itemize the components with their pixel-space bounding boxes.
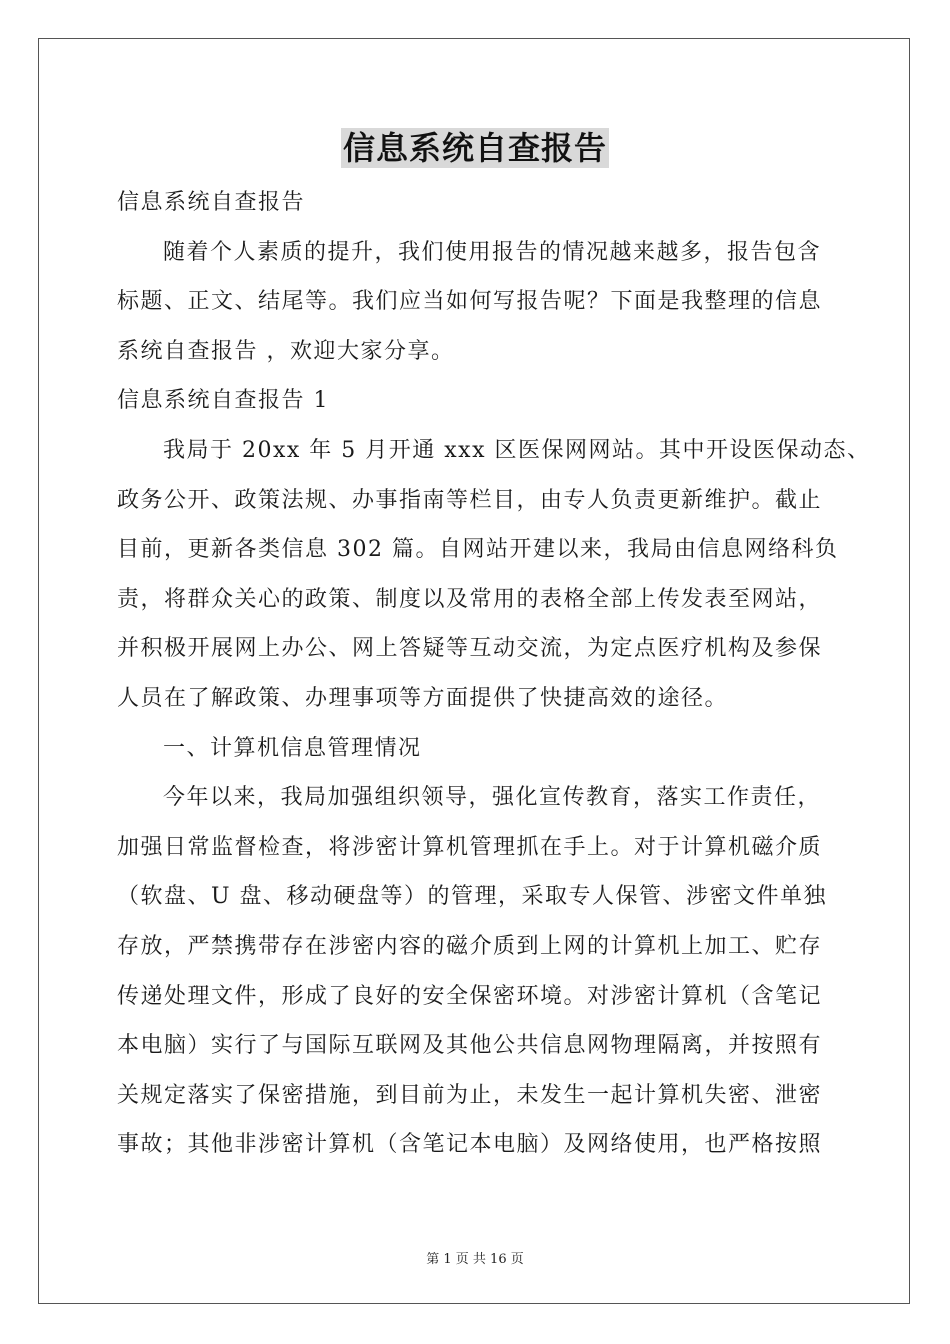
body-line: 加强日常监督检查，将涉密计算机管理抓在手上。对于计算机磁介质 [117,834,823,860]
document-body [117,178,871,1170]
page-footer: 第 1 页 共 16 页 [426,1252,524,1267]
body-line: 政务公开、政策法规、办事指南等栏目，由专人负责更新维护。截止 [117,487,823,513]
body-line: 信息系统自查报告 [117,190,306,215]
body-line: 事故；其他非涉密计算机（含笔记本电脑）及网络使用，也严格按照 [117,1132,823,1158]
body-line: （软盘、U 盘、移动硬盘等）的管理，采取专人保管、涉密文件单独 [117,884,828,910]
body-line: 一、计算机信息管理情况 [163,735,422,761]
body-line: 系统自查报告 ，欢迎大家分享。 [117,338,455,364]
body-line: 并积极开展网上办公、网上答疑等互动交流，为定点医疗机构及参保 [117,636,823,662]
body-line: 存放，严禁携带存在涉密内容的磁介质到上网的计算机上加工、贮存 [117,933,823,959]
body-line: 责，将群众关心的政策、制度以及常用的表格全部上传发表至网站， [117,586,823,612]
body-line: 传递处理文件，形成了良好的安全保密环境。对涉密计算机（含笔记 [117,983,823,1009]
body-line: 人员在了解政策、办理事项等方面提供了快捷高效的途径。 [117,685,729,711]
body-line: 我局于 20xx 年 5 月开通 xxx 区医保网网站。其中开设医保动态、 [163,437,871,463]
body-line: 标题、正文、结尾等。我们应当如何写报告呢？下面是我整理的信息 [117,289,823,315]
body-line: 随着个人素质的提升，我们使用报告的情况越来越多，报告包含 [163,239,822,265]
document-title: 信息系统自查报告 [342,129,607,167]
body-line: 目前，更新各类信息 302 篇。自网站开建以来，我局由信息网络科负 [117,537,839,563]
body-line: 本电脑）实行了与国际互联网及其他公共信息网物理隔离，并按照有 [117,1033,823,1059]
body-line: 关规定落实了保密措施，到目前为止，未发生一起计算机失密、泄密 [117,1082,823,1108]
title-container [0,128,950,168]
body-line: 今年以来，我局加强组织领导，强化宣传教育，落实工作责任， [163,785,822,811]
body-line: 信息系统自查报告 1 [117,388,329,414]
